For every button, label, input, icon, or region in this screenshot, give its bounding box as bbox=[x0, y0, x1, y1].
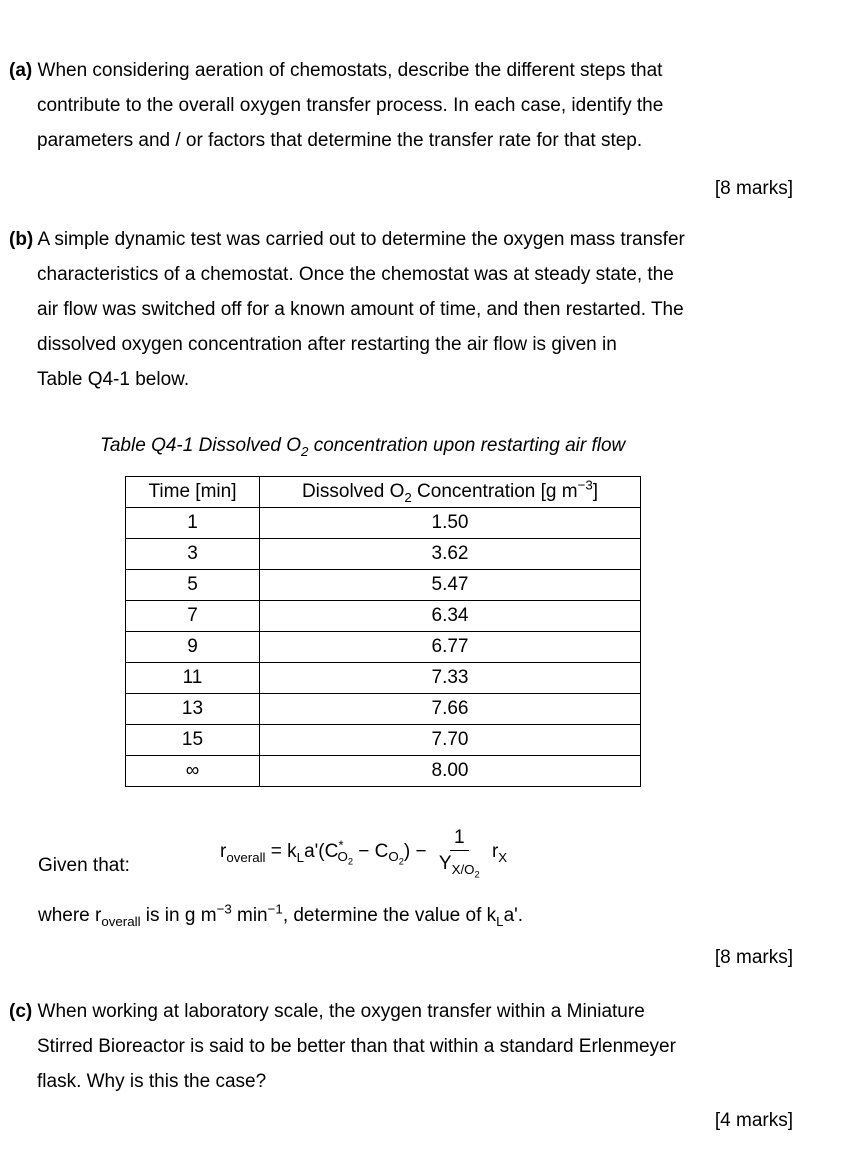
table-row bbox=[126, 756, 641, 787]
oxygen-concentration-table bbox=[125, 476, 641, 787]
where-c: min bbox=[231, 905, 268, 926]
part-c-line-1 bbox=[9, 994, 809, 1029]
time-cell: 11 bbox=[126, 663, 260, 694]
time-cell: 5 bbox=[126, 570, 260, 601]
part-c-line-2: Stirred Bioreactor is said to be better than that within a standard Erlenmeyer bbox=[37, 1036, 676, 1057]
caption-prefix: Table Q4-1 Dissolved O bbox=[100, 435, 302, 456]
part-c-marks: [4 marks] bbox=[714, 1110, 793, 1131]
header-concentration bbox=[260, 477, 641, 508]
conc-cell: 1.50 bbox=[260, 508, 641, 539]
part-b-label: (b) bbox=[9, 229, 34, 250]
part-a-line-1 bbox=[9, 53, 809, 88]
table-row bbox=[126, 632, 641, 663]
given-label: Given that: bbox=[38, 855, 130, 876]
equation-lhs: $r_{overall} = k_La'(C^*_{O_2} - C_{O_2})$ − bbox=[220, 837, 427, 867]
rate-equation bbox=[220, 826, 508, 880]
table-caption bbox=[100, 428, 625, 463]
header-conc-suffix: Concentration [g m bbox=[411, 481, 578, 502]
time-cell: 15 bbox=[126, 725, 260, 756]
header-conc-sup: −3 bbox=[577, 477, 593, 493]
conc-cell: 6.34 bbox=[260, 601, 641, 632]
table-row bbox=[126, 508, 641, 539]
table-row bbox=[126, 725, 641, 756]
part-c-line-3: flask. Why is this the case? bbox=[37, 1071, 267, 1092]
time-cell: 1 bbox=[126, 508, 260, 539]
part-a-label: (a) bbox=[9, 60, 33, 81]
header-conc-end: ] bbox=[592, 481, 599, 502]
caption-suffix: concentration upon restarting air flow bbox=[308, 435, 626, 456]
caption-sub: 2 bbox=[301, 443, 309, 459]
header-conc-prefix: Dissolved O bbox=[301, 481, 405, 502]
table-row bbox=[126, 663, 641, 694]
time-cell: ∞ bbox=[126, 756, 260, 787]
fraction-numerator: 1 bbox=[450, 826, 469, 851]
where-b: is in g m bbox=[140, 905, 217, 926]
where-d: , determine the value of k bbox=[282, 905, 497, 926]
part-a-text-1: When considering aeration of chemostats, describe the different steps that bbox=[37, 60, 663, 81]
conc-cell: 7.70 bbox=[260, 725, 641, 756]
time-cell: 7 bbox=[126, 601, 260, 632]
time-cell: 9 bbox=[126, 632, 260, 663]
part-b-line-1 bbox=[9, 222, 809, 257]
table-header-row bbox=[126, 477, 641, 508]
where-a: where r bbox=[38, 905, 102, 926]
part-a-line-2: contribute to the overall oxygen transfer process. In each case, identify the bbox=[37, 95, 664, 116]
part-b-line-4: dissolved oxygen concentration after restarting the air flow is given in bbox=[37, 334, 617, 355]
where-b-sup: −3 bbox=[216, 901, 232, 917]
part-c-label: (c) bbox=[9, 1001, 33, 1022]
where-c-sup: −1 bbox=[267, 901, 283, 917]
conc-cell: 8.00 bbox=[260, 756, 641, 787]
part-a-marks: [8 marks] bbox=[714, 178, 793, 199]
equation-rx: $r_X$ bbox=[491, 840, 508, 865]
where-statement bbox=[38, 898, 523, 933]
equation-fraction bbox=[435, 826, 484, 880]
conc-cell: 7.66 bbox=[260, 694, 641, 725]
where-a-sub: overall bbox=[101, 913, 141, 929]
header-time: Time [min] bbox=[126, 477, 260, 508]
part-b-line-2: characteristics of a chemostat. Once the chemostat was at steady state, the bbox=[37, 264, 674, 285]
conc-cell: 5.47 bbox=[260, 570, 641, 601]
time-cell: 13 bbox=[126, 694, 260, 725]
part-a-line-3: parameters and / or factors that determine the transfer rate for that step. bbox=[37, 130, 643, 151]
question-part-c bbox=[9, 994, 809, 1099]
part-b-line-3: air flow was switched off for a known amount of time, and then restarted. The bbox=[37, 299, 684, 320]
table-row bbox=[126, 601, 641, 632]
part-b-line-5: Table Q4-1 below. bbox=[37, 369, 190, 390]
where-e: a'. bbox=[503, 905, 524, 926]
table-row bbox=[126, 570, 641, 601]
conc-cell: 6.77 bbox=[260, 632, 641, 663]
table-row bbox=[126, 539, 641, 570]
question-part-a bbox=[9, 53, 809, 158]
question-part-b bbox=[9, 222, 809, 397]
conc-cell: 7.33 bbox=[260, 663, 641, 694]
table-row bbox=[126, 694, 641, 725]
part-b-marks: [8 marks] bbox=[714, 947, 793, 968]
header-conc-sub: 2 bbox=[404, 489, 412, 505]
conc-cell: 3.62 bbox=[260, 539, 641, 570]
where-d-sub: L bbox=[496, 913, 504, 929]
time-cell: 3 bbox=[126, 539, 260, 570]
part-c-text-1: When working at laboratory scale, the oxygen transfer within a Miniature bbox=[37, 1001, 645, 1022]
part-b-text-1: A simple dynamic test was carried out to determine the oxygen mass transfer bbox=[37, 229, 685, 250]
fraction-denominator: $Y_{X/O_2}$ bbox=[438, 853, 480, 880]
